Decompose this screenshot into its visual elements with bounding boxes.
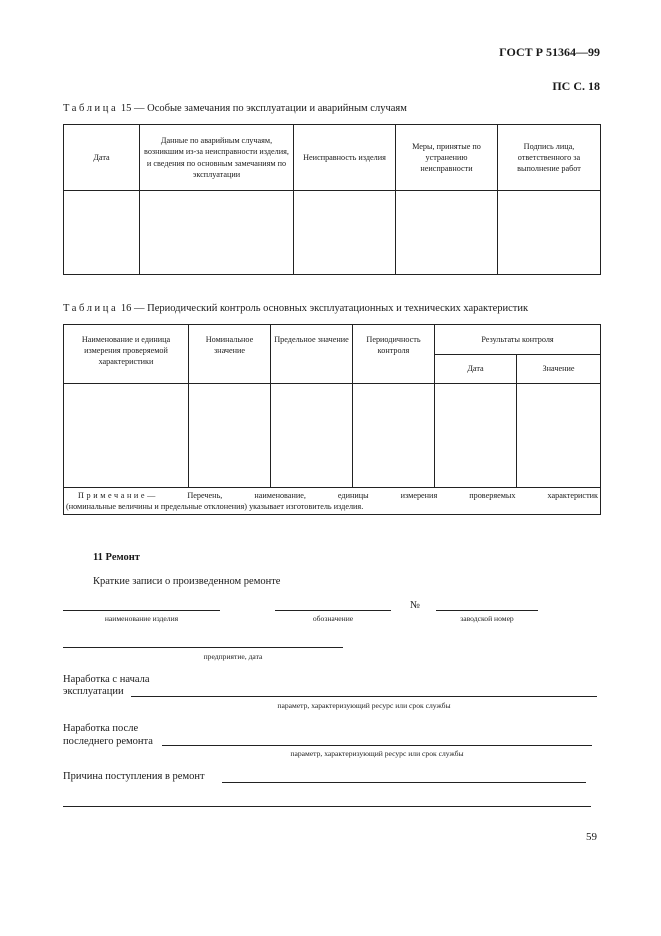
table16-entry-row [64, 384, 601, 488]
run-since-start-line[interactable] [131, 696, 597, 697]
table15 [63, 124, 601, 275]
product-name-line[interactable] [63, 610, 220, 611]
table15-caption [63, 103, 407, 114]
designation-line[interactable] [275, 610, 391, 611]
table15-col-failure-data: Данные по аварийным случаям, возникшим из-за неисправности изделия, и сведения по основным замечаниям по эксплуатации [140, 125, 294, 191]
repair-reason-line-2[interactable] [63, 806, 591, 807]
table16-note-line2: (номинальные величины и предельные отклонения) указывает изготовитель изделия. [66, 502, 364, 512]
table15-cell[interactable] [140, 191, 294, 275]
table16 [63, 324, 601, 515]
table16-note-line1 [66, 490, 598, 501]
table15-cell[interactable] [64, 191, 140, 275]
table16-note-text: — Перечень, наименование, единицы измерения проверяемых характеристик [147, 491, 599, 500]
table16-title: 16 — Периодический контроль основных эксплуатационных и технических характеристик [120, 303, 529, 314]
caption-product-name: наименование изделия [104, 614, 179, 623]
caption-run-since-start: параметр, характеризующий ресурс или срок службы [277, 701, 451, 710]
section11-title: 11 Ремонт [93, 552, 140, 563]
table16-col-result-date: Дата [435, 355, 517, 384]
table15-title: 15 — Особые замечания по эксплуатации и аварийным случаям [120, 103, 407, 114]
enterprise-date-line[interactable] [63, 647, 343, 648]
run-after-repair-line[interactable] [162, 745, 592, 746]
table16-col-results: Результаты контроля [435, 325, 601, 355]
caption-serial-number: заводской номер [460, 614, 514, 623]
run-since-start-line1: Наработка с начала [63, 674, 150, 685]
page-reference: ПС С. 18 [552, 79, 600, 93]
table16-col-limit: Предельное значение [271, 325, 353, 384]
table16-cell[interactable] [64, 384, 189, 488]
serial-number-line[interactable] [436, 610, 538, 611]
table16-cell[interactable] [517, 384, 601, 488]
table16-note-label: Примечание [78, 491, 148, 500]
table15-col-signature: Подпись лица, ответственного за выполнение работ [498, 125, 601, 191]
table16-col-result-value: Значение [517, 355, 601, 384]
table16-col-nominal: Номинальное значение [189, 325, 271, 384]
run-after-repair-line1: Наработка после [63, 723, 139, 734]
table15-col-measures: Меры, принятые по устранению неисправности [396, 125, 498, 191]
table16-cell[interactable] [435, 384, 517, 488]
repair-reason-line[interactable] [222, 782, 586, 783]
table16-cell[interactable] [189, 384, 271, 488]
standard-number: ГОСТ Р 51364—99 [499, 45, 600, 59]
table15-col-date: Дата [64, 125, 140, 191]
table16-col-periodicity: Периодичность контроля [353, 325, 435, 384]
table16-cell[interactable] [271, 384, 353, 488]
table16-label: Таблица [63, 303, 119, 314]
section11-intro: Краткие записи о произведенном ремонте [93, 576, 281, 587]
caption-enterprise-date: предприятие, дата [203, 652, 263, 661]
run-after-repair-line2: последнего ремонта [63, 736, 153, 747]
page-number: 59 [586, 831, 597, 843]
table15-label: Таблица [63, 103, 119, 114]
table16-note [64, 488, 601, 515]
table15-cell[interactable] [396, 191, 498, 275]
table15-cell[interactable] [294, 191, 396, 275]
run-since-start-line2: эксплуатации [63, 686, 124, 697]
repair-reason-label: Причина поступления в ремонт [63, 771, 205, 782]
table16-caption [63, 303, 528, 314]
table15-header-row [64, 125, 601, 191]
table15-col-malfunction: Неисправность изделия [294, 125, 396, 191]
table15-entry-row [64, 191, 601, 275]
table16-cell[interactable] [353, 384, 435, 488]
table16-col-characteristic: Наименование и единица измерения проверяемой характеристики [64, 325, 189, 384]
number-sign: № [410, 600, 421, 611]
table16-note-row [64, 488, 601, 515]
table15-cell[interactable] [498, 191, 601, 275]
caption-designation: обозначение [312, 614, 354, 623]
table16-header-row [64, 325, 601, 355]
caption-run-after-repair: параметр, характеризующий ресурс или срок службы [290, 749, 464, 758]
